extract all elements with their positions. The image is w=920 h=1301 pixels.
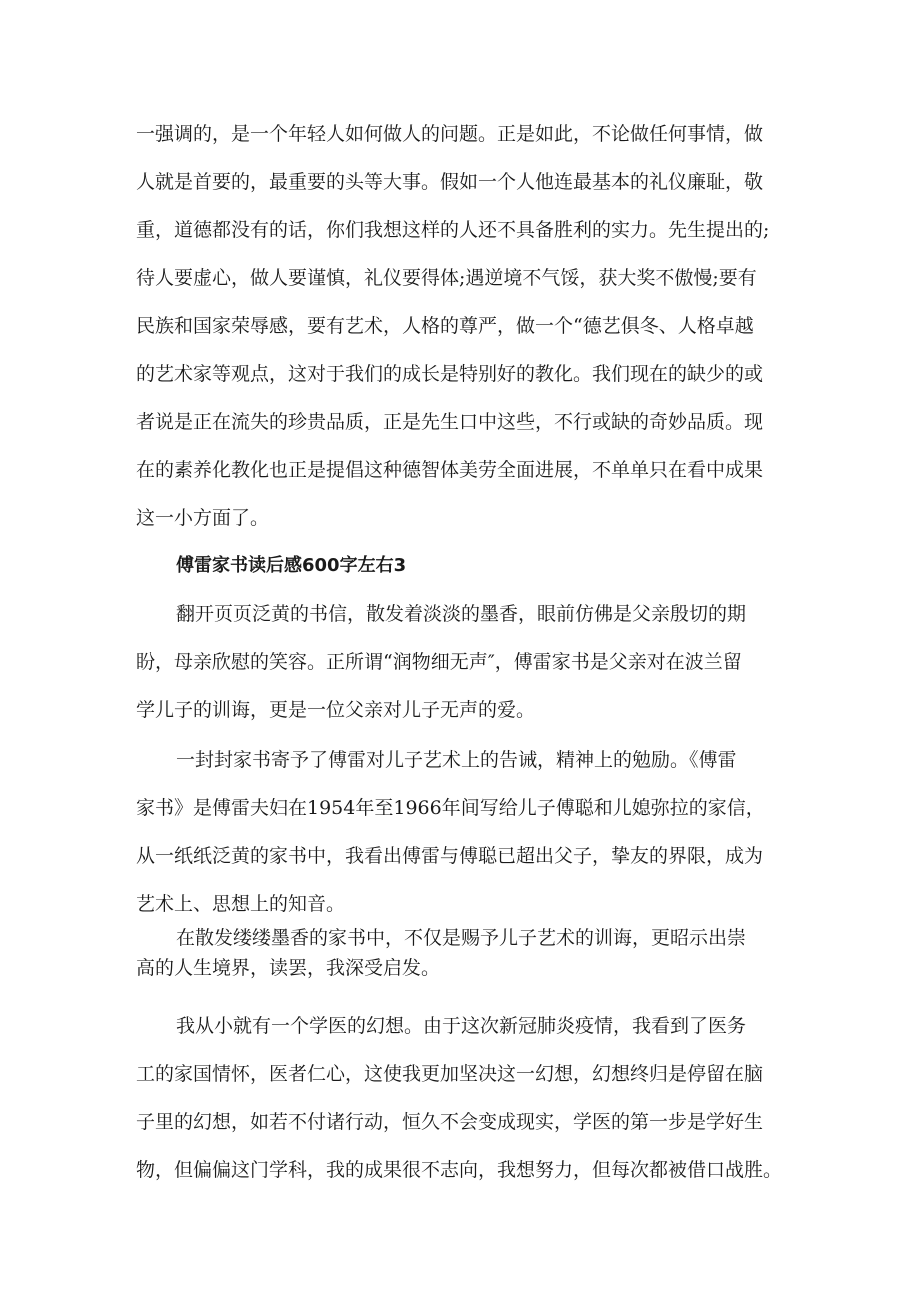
text-line: 从一纸纸泛黄的家书中，我看出傅雷与傅聪已超出父子，挚友的界限，成为 [136,845,764,867]
text-line: 者说是正在流失的珍贵品质，正是先生口中这些，不行或缺的奇妙品质。现 [136,411,764,433]
text-line: 我从小就有一个学医的幻想。由于这次新冠肺炎疫情，我看到了医务 [176,1015,747,1037]
text-line: 翻开页页泛黄的书信，散发着淡淡的墨香，眼前仿佛是父亲殷切的期 [176,603,747,625]
text-line: 在散发缕缕墨香的家书中，不仅是赐予儿子艺术的训诲，更昭示出崇 [176,927,747,949]
text-line: 盼，母亲欣慰的笑容。正所谓“润物细无声″，傅雷家书是父亲对在波兰留 [136,651,742,673]
text-line: 一强调的，是一个年轻人如何做人的问题。正是如此，不论做任何事情，做 [136,123,764,145]
text-line: 一封封家书寄予了傅雷对儿子艺术上的告诫，精神上的勉励。《傅雷 [176,749,737,771]
text-line: 待人要虚心，做人要谨慎，礼仪要得体;遇逆境不气馁，获大奖不傲慢;要有 [136,267,757,289]
text-line: 民族和国家荣辱感，要有艺术，人格的尊严，做一个“德艺俱冬、人格卓越 [136,315,754,337]
text-line: 子里的幻想，如若不付诸行动，恒久不会变成现实，学医的第一步是学好生 [136,1111,764,1133]
text-line: 重，道德都没有的话，你们我想这样的人还不具备胜利的实力。先生提出的; [136,219,770,241]
text-line: 在的素养化教化也正是提倡这种德智体美劳全面进展，不单单只在看中成果 [136,459,764,481]
text-line: 学儿子的训诲，更是一位父亲对儿子无声的爱。 [136,699,536,721]
text-line: 高的人生境界，读罢，我深受启发。 [136,957,441,979]
text-line: 物，但偏偏这门学科，我的成果很不志向，我想努力，但每次都被借口战胜。 [136,1159,783,1181]
text-line: 艺术上、思想上的知音。 [136,893,346,915]
section-heading: 傅雷家书读后感600字左右3 [176,555,407,576]
text-line: 工的家国情怀，医者仁心，这使我更加坚决这一幻想，幻想终归是停留在脑 [136,1063,764,1085]
text-line: 人就是首要的，最重要的头等大事。假如一个人他连最基本的礼仪廉耻，敬 [136,171,764,193]
text-line: 这一小方面了。 [136,507,270,529]
text-line: 的艺术家等观点，这对于我们的成长是特别好的教化。我们现在的缺少的或 [136,363,764,385]
text-line: 家书》是傅雷夫妇在1954年至1966年间写给儿子傅聪和儿媳弥拉的家信， [136,797,765,819]
